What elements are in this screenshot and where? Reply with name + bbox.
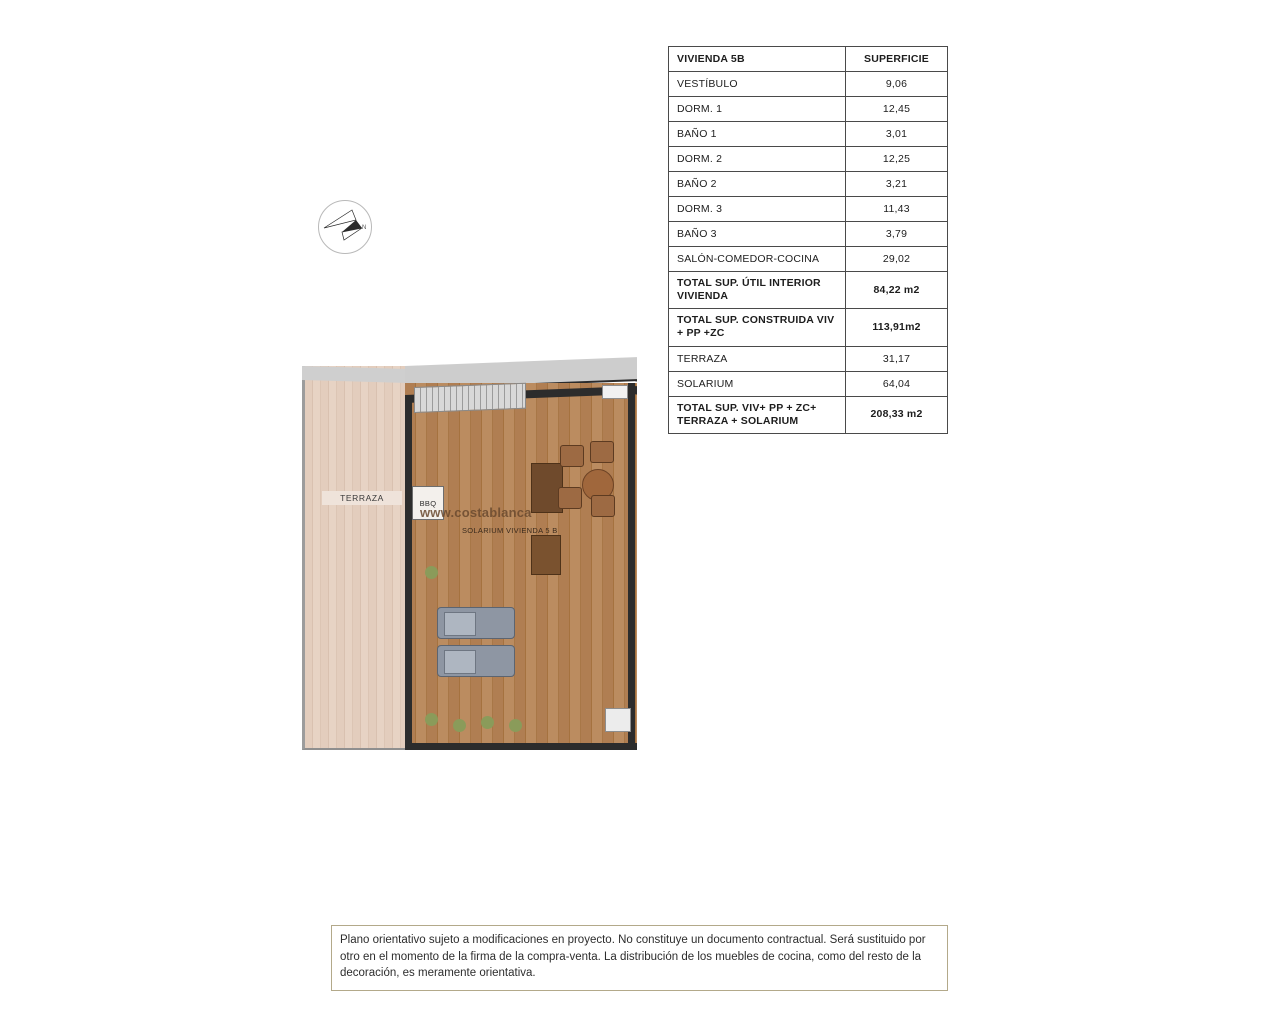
table-row (669, 247, 948, 272)
corner-element (602, 385, 628, 399)
row-value: 12,25 (846, 147, 948, 172)
bbq-label: BBQ (412, 486, 444, 520)
lounger-pad (444, 650, 476, 674)
table-row (669, 222, 948, 247)
wood-deck (405, 383, 637, 750)
row-value: 113,91m2 (846, 309, 948, 346)
plant (481, 716, 494, 729)
table-row (669, 172, 948, 197)
row-value: 12,45 (846, 97, 948, 122)
row-value: 29,02 (846, 247, 948, 272)
table-header-value: SUPERFICIE (846, 47, 948, 72)
table-row (669, 197, 948, 222)
chair (590, 441, 614, 463)
compass-rose (318, 200, 374, 256)
sun-lounger (437, 607, 515, 639)
row-label: DORM. 2 (669, 147, 846, 172)
table-row (669, 396, 948, 433)
plant (425, 713, 438, 726)
lounger-pad (444, 612, 476, 636)
table-header-name: VIVIENDA 5B (669, 47, 846, 72)
table-row (669, 371, 948, 396)
disclaimer-note: Plano orientativo sujeto a modificaciones en proyecto. No constituye un documento contractual. Será sustituido por otro en el momento de la firma de la compra-venta. La distribución de los muebles de cocina, como del resto de la decoración, es meramente orientativa. (331, 925, 948, 991)
wall-left (405, 401, 412, 750)
row-value: 208,33 m2 (846, 396, 948, 433)
row-value: 9,06 (846, 72, 948, 97)
terrace-label: TERRAZA (322, 491, 402, 505)
row-label: DORM. 1 (669, 97, 846, 122)
bottom-step (605, 708, 631, 732)
table-row (669, 147, 948, 172)
solarium-area (405, 383, 637, 750)
chair (560, 445, 584, 467)
compass-north-label: N (362, 225, 367, 231)
watermark-text: www.costablanca (420, 505, 532, 520)
chair (591, 495, 615, 517)
wall-right (628, 383, 635, 745)
row-label: TOTAL SUP. CONSTRUIDA VIV + PP +ZC (669, 309, 846, 346)
plant (453, 719, 466, 732)
staircase (414, 383, 526, 413)
sun-lounger (437, 645, 515, 677)
table-row (669, 97, 948, 122)
plant (425, 566, 438, 579)
row-value: 31,17 (846, 346, 948, 371)
table-row (669, 272, 948, 309)
row-label: BAÑO 2 (669, 172, 846, 197)
row-label: BAÑO 3 (669, 222, 846, 247)
surface-area-table (668, 46, 948, 434)
table-row (669, 122, 948, 147)
row-label: VESTÍBULO (669, 72, 846, 97)
row-label: DORM. 3 (669, 197, 846, 222)
compass-needle-icon (322, 206, 366, 251)
row-value: 84,22 m2 (846, 272, 948, 309)
solarium-label: SOLARIUM VIVIENDA 5 B (462, 526, 558, 535)
row-value: 3,79 (846, 222, 948, 247)
table-body (669, 72, 948, 434)
chair (558, 487, 582, 509)
wall-bottom (405, 743, 637, 750)
row-label: BAÑO 1 (669, 122, 846, 147)
row-label: SALÓN-COMEDOR-COCINA (669, 247, 846, 272)
table-row (669, 72, 948, 97)
table-header-row (669, 47, 948, 72)
table-row (669, 346, 948, 371)
plant (509, 719, 522, 732)
row-value: 11,43 (846, 197, 948, 222)
row-label: TOTAL SUP. VIV+ PP + ZC+ TERRAZA + SOLARIUM (669, 396, 846, 433)
row-value: 3,21 (846, 172, 948, 197)
row-label: TERRAZA (669, 346, 846, 371)
table-row (669, 309, 948, 346)
floor-plan-drawing (302, 363, 636, 750)
row-value: 3,01 (846, 122, 948, 147)
terrace-area (302, 366, 422, 750)
row-label: SOLARIUM (669, 371, 846, 396)
outdoor-counter-secondary (531, 535, 561, 575)
row-label: TOTAL SUP. ÚTIL INTERIOR VIVIENDA (669, 272, 846, 309)
row-value: 64,04 (846, 371, 948, 396)
